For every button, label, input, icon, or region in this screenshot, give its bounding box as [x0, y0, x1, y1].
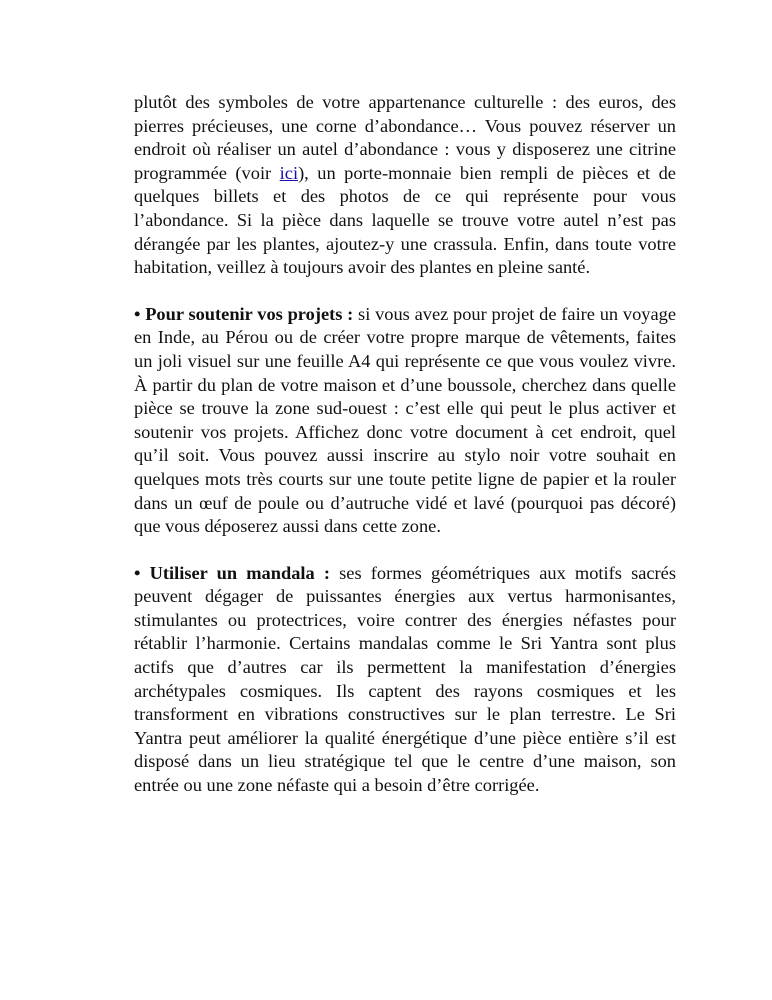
paragraph-body-projects: si vous avez pour projet de faire un voyage en Inde, au Pérou ou de créer votre propre marque de vêtements, faites un joli visuel sur une feuille A4 qui représente ce que vous voulez vivre. À partir du plan de votre maison et d’une boussole, cherchez dans quelle pièce se trouve la zone sud-ouest : c’est elle qui peut le plus activer et soutenir vos projets. Affichez donc votre document à cet endroit, quel qu’il soit. Vous pouvez aussi inscrire au stylo noir votre souhait en quelques mots très courts sur une toute petite ligne de papier et la rouler dans un œuf de poule ou d’autruche vidé et lavé (pourquoi pas décoré) que vous déposerez aussi dans cette zone.: [134, 303, 676, 537]
paragraph-body-mandala: ses formes géométriques aux motifs sacrés peuvent dégager de puissantes énergies aux vertus harmonisantes, stimulantes ou protectrices, voire contrer des énergies néfastes pour rétablir l’harmonie. Certains mandalas comme le Sri Yantra sont plus actifs que d’autres car ils permettent la manifestation d’énergies archétypales cosmiques. Ils captent des rayons cosmiques et les transforment en vibrations constructives sur le plan terrestre. Le Sri Yantra peut améliorer la qualité énergétique d’une pièce entière s’il est disposé dans un lieu stratégique tel que le centre d’une maison, son entrée ou une zone néfaste qui a besoin d’être corrigée.: [134, 562, 676, 796]
paragraph-mandala: [134, 562, 676, 798]
bullet-heading-mandala: • Utiliser un mandala :: [134, 562, 330, 583]
paragraph-abundance-altar: [134, 91, 676, 280]
document-page: [134, 91, 676, 821]
paragraph-text-before-link: plutôt des symboles de votre appartenance culturelle : des euros, des pierres précieuses, une corne d’abondance… Vous pouvez réserver un endroit où réaliser un autel d’abondance : vous y disposerez une citrine programmée (voir: [134, 92, 676, 183]
ici-link[interactable]: ici: [279, 162, 299, 183]
paragraph-text-after-link: ), un porte-monnaie bien rempli de pièces et de quelques billets et des photos de ce qui représente pour vous l’abondance. Si la pièce dans laquelle se trouve votre autel n’est pas dérangée par les plantes, ajoutez-y une crassula. Enfin, dans toute votre habitation, veillez à toujours avoir des plantes en pleine santé.: [134, 162, 676, 278]
bullet-heading-projects: • Pour soutenir vos projets :: [134, 303, 354, 324]
paragraph-support-projects: [134, 303, 676, 539]
